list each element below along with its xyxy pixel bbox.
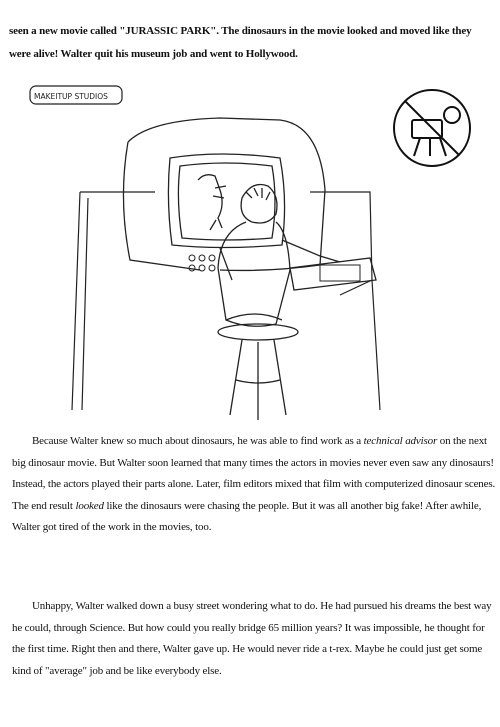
no-camera-icon	[394, 90, 470, 166]
emphasis-technical-advisor: technical advisor	[363, 435, 438, 447]
computer-monitor	[123, 118, 376, 290]
desk	[72, 192, 380, 410]
paragraph-unhappy	[12, 596, 496, 682]
illustration	[20, 80, 490, 425]
studio-sign	[30, 86, 122, 104]
studio-sign-text: MAKEITUP STUDIOS	[34, 92, 108, 101]
paragraph-3-text: Unhappy, Walter walked down a busy street wondering what to do. He had pursued his dreams the best way he could, through Science. But how could you really bridge 65 million years? It was impossible, he thought for the first time. Right then and there, Walter gave up. He would never ride a t-rex. Maybe he could just get some kind of "average" job and be like everybody else.	[12, 600, 492, 677]
paragraph-2-part-3: like the dinosaurs were chasing the people. But it was all another big fake! After awhile, Walter got tired of the work in the movies, too.	[12, 499, 482, 533]
stool	[218, 324, 298, 420]
control-panel	[189, 255, 360, 281]
emphasis-looked: looked	[75, 499, 104, 512]
paragraph-technical-advisor	[12, 431, 496, 539]
paragraph-2-part-1: Because Walter knew so much about dinosaurs, he was able to find work as a	[32, 435, 364, 447]
screen-dinosaur	[198, 175, 226, 230]
person-at-computer	[218, 185, 340, 327]
top-paragraph: seen a new movie called "JURASSIC PARK". The dinosaurs in the movie looked and moved like they were alive! Walter quit his museum job and went to Hollywood.	[9, 25, 472, 60]
paragraph-2-part-2: on the next big dinosaur movie. But Walter soon learned that many times the actors in movies never even saw any dinosaurs! Instead, the actors played their parts alone. Later, film editors mixed that film with computerized dinosaur scenes. The end result	[12, 435, 496, 512]
